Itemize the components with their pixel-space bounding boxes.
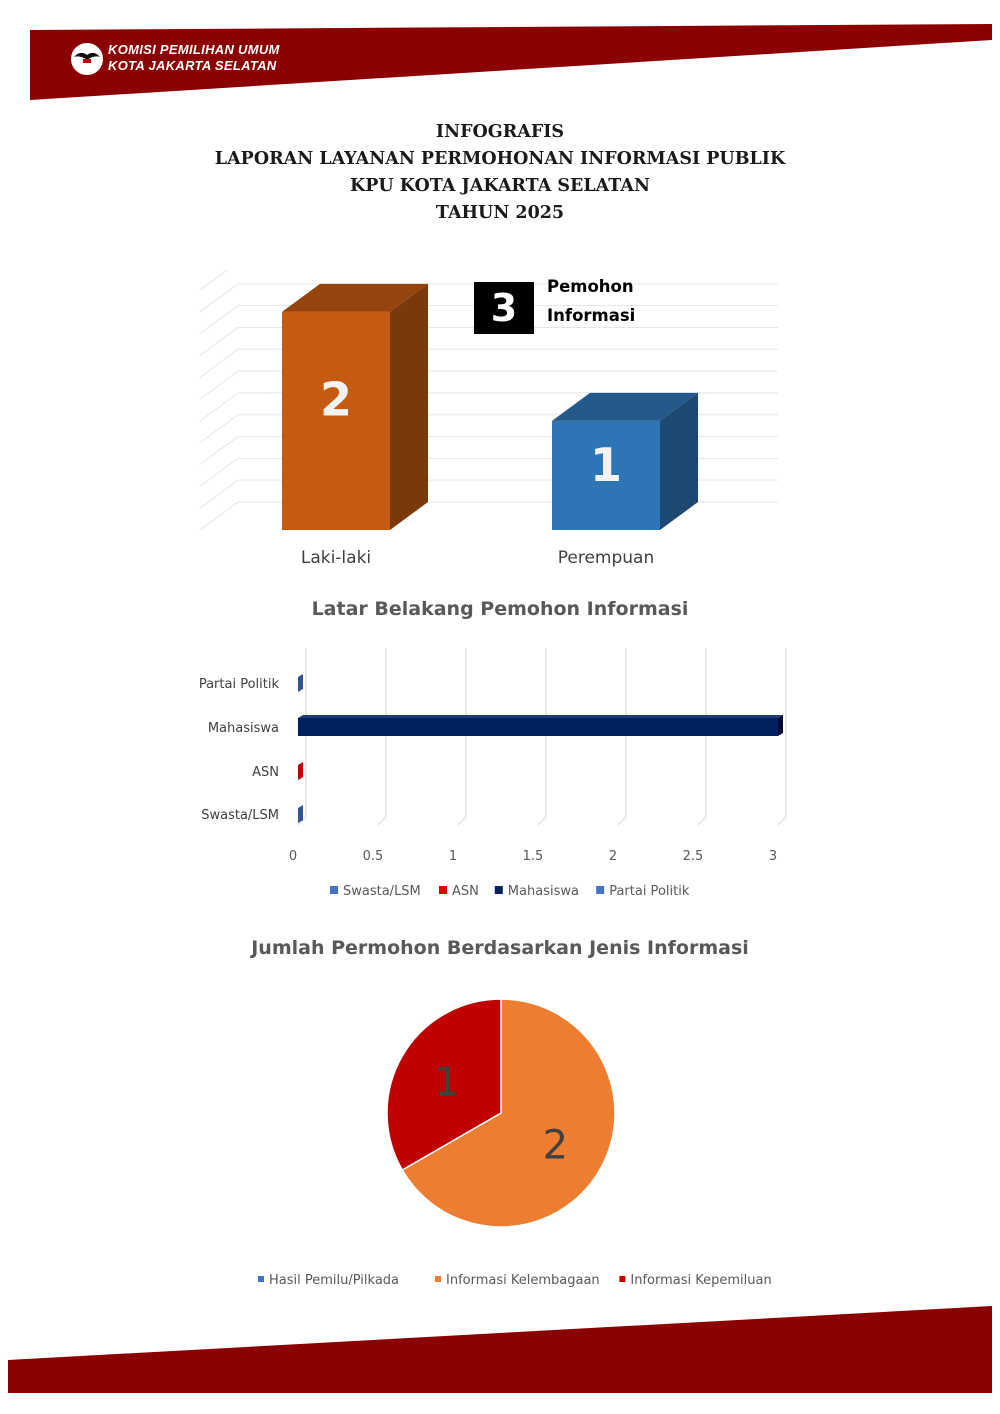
- legend-label: ASN: [452, 884, 479, 899]
- kpu-garuda-logo-icon: [68, 40, 106, 78]
- data-label: 1: [589, 438, 623, 493]
- bar-side: [778, 715, 783, 736]
- total-count-badge: 3: [474, 282, 534, 334]
- legend-swatch: [435, 1276, 441, 1282]
- gridline-side: [200, 284, 238, 312]
- legend-label: Informasi Kelembagaan: [446, 1273, 600, 1288]
- gridline-foot: [538, 817, 546, 825]
- title-line3: KPU KOTA JAKARTA SELATAN: [350, 176, 650, 196]
- gridline-side: [200, 437, 238, 465]
- legend-swatch: [439, 886, 447, 894]
- background-chart-title: Latar Belakang Pemohon Informasi: [311, 598, 689, 620]
- bar-top: [298, 715, 783, 718]
- title-line4: TAHUN 2025: [435, 203, 565, 223]
- gridline-side: [200, 393, 238, 421]
- x-tick-label: 3: [768, 849, 778, 864]
- legend-label: Mahasiswa: [507, 884, 579, 899]
- bar-swasta-lsm: [298, 805, 303, 823]
- info-type-chart-title: Jumlah Permohon Berdasarkan Jenis Informasi: [251, 937, 749, 959]
- title-line2: LAPORAN LAYANAN PERMOHONAN INFORMASI PUBLIK: [214, 149, 786, 169]
- gridline-side: [200, 415, 238, 443]
- pie-data-label: 2: [542, 1122, 569, 1169]
- total-label-line1: Pemohon: [547, 277, 634, 296]
- gridline-side: [200, 480, 238, 508]
- legend-swatch: [258, 1276, 264, 1282]
- org-name-line1: KOMISI PEMILIHAN UMUM: [108, 42, 280, 57]
- title-line1: INFOGRAFIS: [435, 122, 565, 142]
- gridline-side: [200, 502, 238, 530]
- x-tick-label: 1.5: [522, 849, 544, 864]
- legend-swatch: [330, 886, 338, 894]
- category-label: ASN: [252, 765, 279, 780]
- legend-label: Hasil Pemilu/Pilkada: [269, 1273, 400, 1288]
- category-label: Laki-laki: [300, 548, 372, 568]
- x-tick-label: 1: [448, 849, 458, 864]
- gridline-foot: [458, 817, 466, 825]
- bar-side: [390, 284, 428, 530]
- category-label: Mahasiswa: [207, 721, 279, 736]
- pie-data-label: 1: [433, 1059, 460, 1106]
- legend-label: Partai Politik: [609, 884, 690, 899]
- legend-label: Informasi Kepemiluan: [630, 1273, 772, 1288]
- gridline-side: [200, 327, 238, 355]
- footer-band: [0, 1290, 1000, 1414]
- x-tick-label: 0: [288, 849, 298, 864]
- gridline-foot: [378, 817, 386, 825]
- data-label: 2: [319, 372, 353, 427]
- category-label: Swasta/LSM: [201, 808, 279, 823]
- org-name-line2: KOTA JAKARTA SELATAN: [108, 58, 277, 73]
- legend-label: Swasta/LSM: [343, 884, 421, 899]
- gridline-foot: [698, 817, 706, 825]
- total-label-line2: Informasi: [547, 306, 636, 325]
- legend-swatch: [596, 886, 604, 894]
- bar-mahasiswa: [298, 718, 778, 736]
- legend-swatch: [619, 1276, 625, 1282]
- bar-partai-politik: [298, 674, 303, 692]
- gridline-foot: [778, 817, 786, 825]
- category-label: Perempuan: [557, 548, 655, 568]
- legend-swatch: [495, 886, 503, 894]
- gridline-side: [200, 371, 238, 399]
- x-tick-label: 2.5: [682, 849, 704, 864]
- gridline-side: [200, 306, 238, 334]
- gridline-side: [200, 458, 238, 486]
- gridline-side: [200, 349, 238, 377]
- category-label: Partai Politik: [198, 677, 279, 692]
- x-tick-label: 0.5: [362, 849, 384, 864]
- background-bar-chart: [0, 640, 1000, 910]
- gridline-foot: [618, 817, 626, 825]
- x-tick-label: 2: [608, 849, 618, 864]
- gridline-side: [200, 270, 238, 290]
- bar-asn: [298, 762, 303, 780]
- info-type-pie-chart: [0, 985, 1000, 1295]
